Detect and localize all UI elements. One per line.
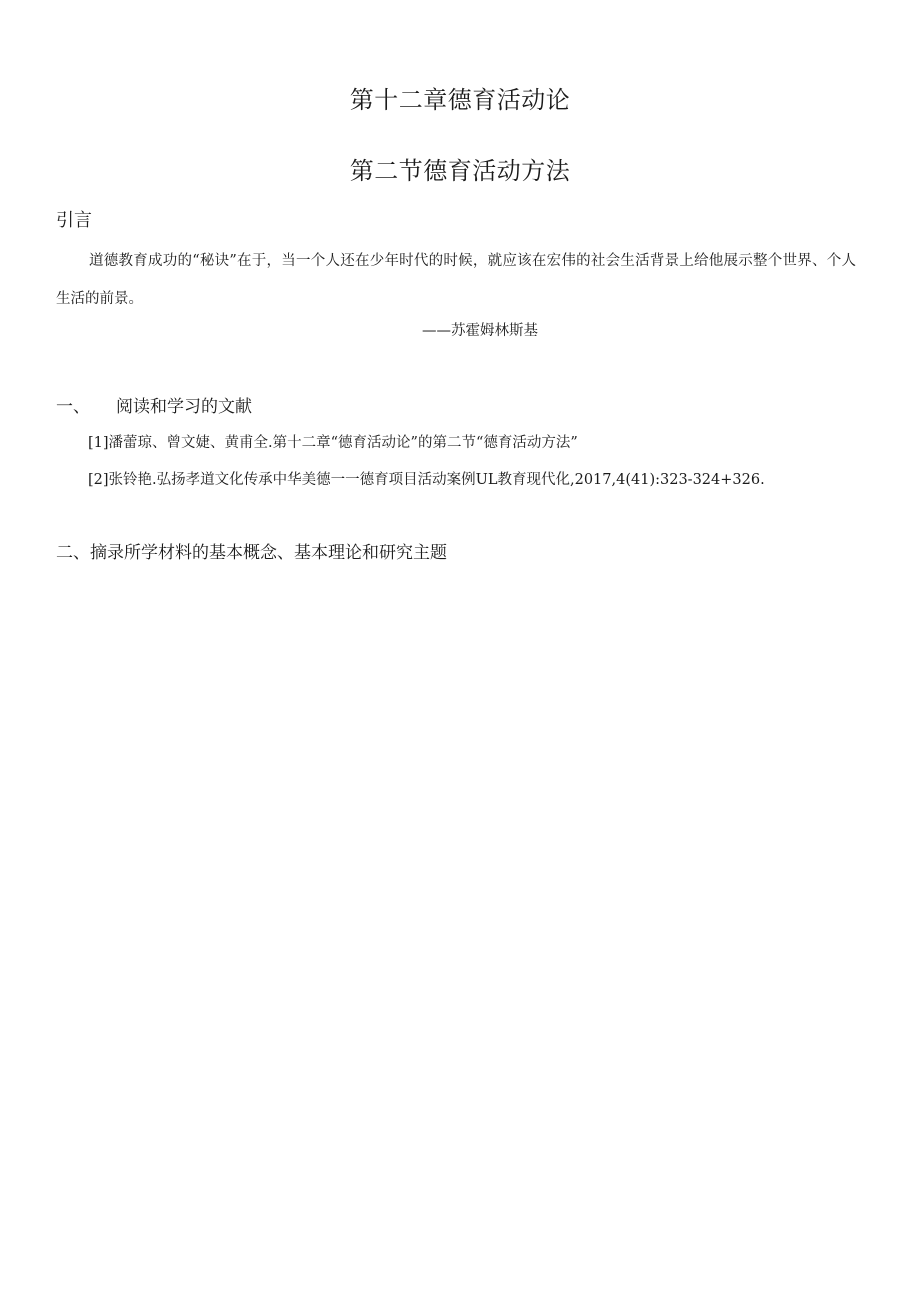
intro-heading: 引言 (56, 210, 92, 231)
section-1-title: 阅读和学习的文献 (116, 397, 252, 417)
section-2-heading: 二、摘录所学材料的基本概念、基本理论和研究主题 (56, 543, 447, 563)
quote-author: ——苏霍姆林斯基 (422, 323, 538, 339)
section-title: 第二节德育活动方法 (349, 157, 571, 185)
reference-item: [1]潘蕾琼、曾文婕、黄甫全.第十二章“德育活动论”的第二节“德育活动方法” (88, 435, 578, 451)
intro-quote: 道德教育成功的“秘诀”在于，当一个人还在少年时代的时候，就应该在宏伟的社会生活背景上给他展示整个世界、个人生活的前景。 (56, 253, 856, 307)
section-1-number: 一、 (56, 397, 90, 417)
reference-item: [2]张铃艳.弘扬孝道文化传承中华美德一一德育项目活动案例UL教育现代化,2017,4(41):323-324+326. (88, 472, 765, 488)
chapter-title: 第十二章德育活动论 (349, 86, 571, 114)
section-1-heading (56, 394, 252, 420)
